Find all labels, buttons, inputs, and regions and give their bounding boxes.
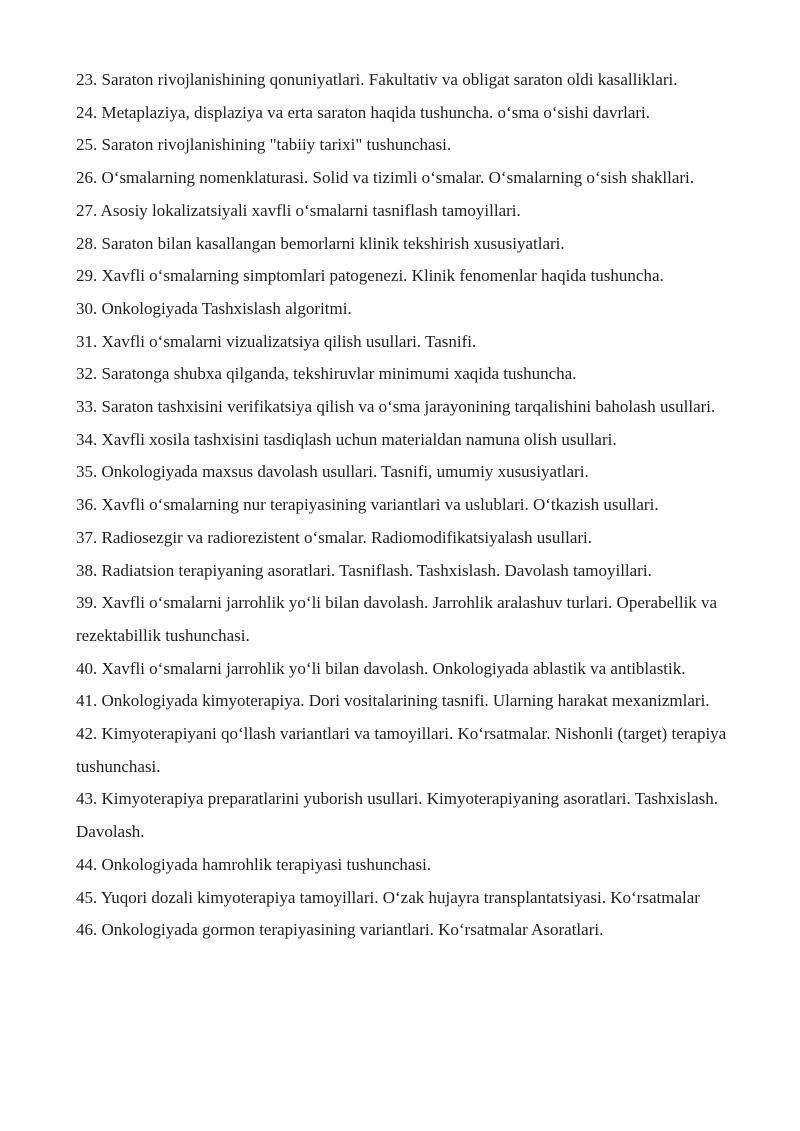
list-item: 46. Onkologiyada gormon terapiyasining variantlari. Koʻrsatmalar Asoratlari.: [76, 920, 604, 940]
list-item: 26. Oʻsmalarning nomenklaturasi. Solid va tizimli oʻsmalar. Oʻsmalarning oʻsish shakllari.: [76, 168, 695, 188]
list-item: 39. Xavfli oʻsmalarni jarrohlik yoʻli bilan davolash. Jarrohlik aralashuv turlari. Operabellik va rezektabillik tushunchasi.: [76, 593, 718, 645]
list-item: 44. Onkologiyada hamrohlik terapiyasi tushunchasi.: [76, 854, 432, 874]
list-item: 30. Onkologiyada Tashxislash algoritmi.: [76, 298, 352, 318]
list-item: 42. Kimyoterapiyani qoʻllash variantlari va tamoyillari. Koʻrsatmalar. Nishonli (target) terapiya tushunchasi.: [76, 724, 727, 776]
list-item: 32. Saratonga shubxa qilganda, tekshiruvlar minimumi xaqida tushuncha.: [76, 364, 577, 384]
list-item: 27. Asosiy lokalizatsiyali xavfli oʻsmalarni tasniflash tamoyillari.: [76, 200, 521, 220]
list-item: 29. Xavfli oʻsmalarning simptomlari patogenezi. Klinik fenomenlar haqida tushuncha.: [76, 266, 664, 286]
list-item: 43. Kimyoterapiya preparatlarini yuborish usullari. Kimyoterapiyaning asoratlari. Tashxislash. Davolash.: [76, 789, 718, 842]
question-list: [76, 64, 766, 947]
list-item: 31. Xavfli oʻsmalarni vizualizatsiya qilish usullari. Tasnifi.: [76, 331, 477, 351]
list-item: 36. Xavfli oʻsmalarning nur terapiyasining variantlari va uslublari. Oʻtkazish usullari.: [76, 495, 659, 515]
list-item: 28. Saraton bilan kasallangan bemorlarni klinik tekshirish xususiyatlari.: [76, 233, 565, 253]
list-item: 40. Xavfli oʻsmalarni jarrohlik yoʻli bilan davolash. Onkologiyada ablastik va antiblastik.: [76, 658, 686, 678]
list-item: 24. Metaplaziya, displaziya va erta saraton haqida tushuncha. oʻsma oʻsishi davrlari.: [76, 102, 651, 122]
list-item: 37. Radiosezgir va radiorezistent oʻsmalar. Radiomodifikatsiyalash usullari.: [76, 527, 593, 547]
list-item: 38. Radiatsion terapiyaning asoratlari. Tasniflash. Tashxislash. Davolash tamoyillari.: [76, 560, 652, 580]
list-item: 35. Onkologiyada maxsus davolash usullari. Tasnifi, umumiy xususiyatlari.: [76, 462, 589, 482]
list-item: 25. Saraton rivojlanishining "tabiiy tarixi" tushunchasi.: [76, 135, 452, 155]
list-item: 41. Onkologiyada kimyoterapiya. Dori vositalarining tasnifi. Ularning harakat mexanizmlari.: [76, 691, 710, 711]
list-item: 33. Saraton tashxisini verifikatsiya qilish va oʻsma jarayonining tarqalishini baholash usullari.: [76, 397, 716, 417]
list-item: 45. Yuqori dozali kimyoterapiya tamoyillari. Oʻzak hujayra transplantatsiyasi. Koʻrsatmalar: [76, 887, 700, 907]
list-item: 34. Xavfli xosila tashxisini tasdiqlash uchun materialdan namuna olish usullari.: [76, 429, 617, 449]
list-item: 23. Saraton rivojlanishining qonuniyatlari. Fakultativ va obligat saraton oldi kasalliklari.: [76, 70, 678, 89]
